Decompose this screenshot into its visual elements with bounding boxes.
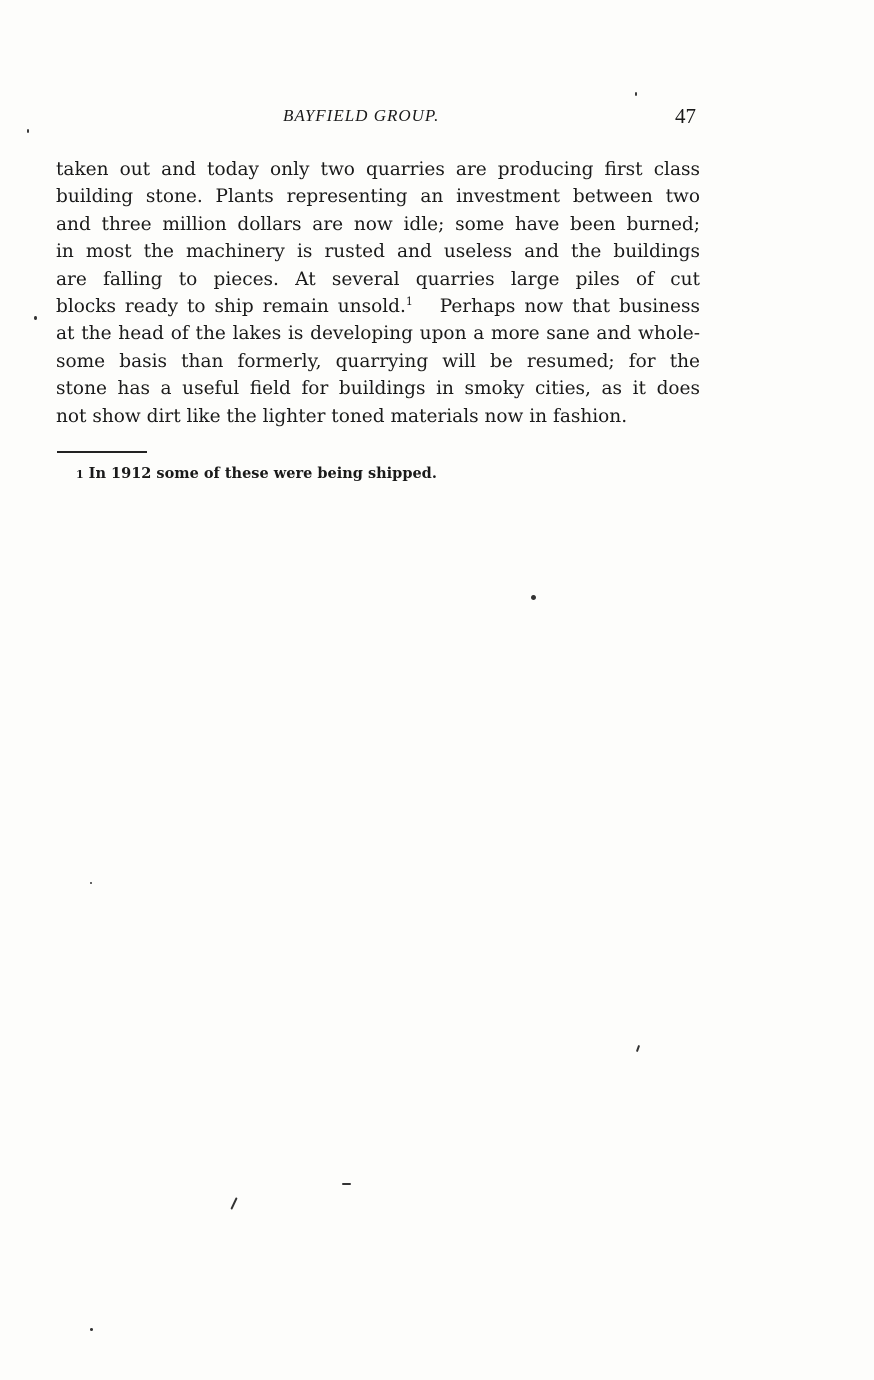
body-paragraph	[56, 156, 700, 430]
scan-speck	[635, 92, 637, 96]
text-line: in most the machinery is rusted and useless and the buildings	[56, 241, 700, 263]
footnote-reference: 1	[405, 295, 413, 309]
text-line: not show dirt like the lighter toned materials now in fashion.	[56, 405, 628, 427]
footnote-marker: 1	[76, 468, 84, 481]
text-line: taken out and today only two quarries are producing first class	[56, 159, 700, 180]
footnote	[76, 465, 437, 482]
page-number: 47	[675, 104, 696, 128]
footnote-divider	[57, 451, 147, 453]
text-segment: blocks ready to ship remain unsold.	[56, 296, 406, 318]
running-head	[0, 104, 874, 130]
text-line-with-footnote-ref	[56, 293, 700, 320]
scan-speck	[531, 595, 536, 600]
scan-speck	[342, 1183, 351, 1185]
text-segment: Perhaps now that business	[439, 296, 700, 318]
text-line: stone has a useful field for buildings in smoky cities, as it does	[56, 378, 700, 400]
text-line: at the head of the lakes is developing upon a more sane and whole-	[56, 323, 700, 345]
scan-speck	[27, 129, 29, 133]
scan-speck	[34, 316, 37, 320]
text-line: some basis than formerly, quarrying will be resumed; for the	[56, 350, 700, 372]
text-line: building stone. Plants representing an investment between two	[56, 186, 700, 208]
running-title: BAYFIELD GROUP.	[283, 106, 440, 125]
scan-speck	[636, 1045, 640, 1052]
text-line: and three million dollars are now idle; some have been burned;	[56, 213, 700, 235]
scan-speck	[90, 882, 92, 884]
scan-speck	[230, 1197, 237, 1210]
text-line: are falling to pieces. At several quarries large piles of cut	[56, 268, 700, 290]
footnote-text: In 1912 some of these were being shipped.	[88, 465, 437, 482]
scan-speck	[90, 1328, 93, 1331]
